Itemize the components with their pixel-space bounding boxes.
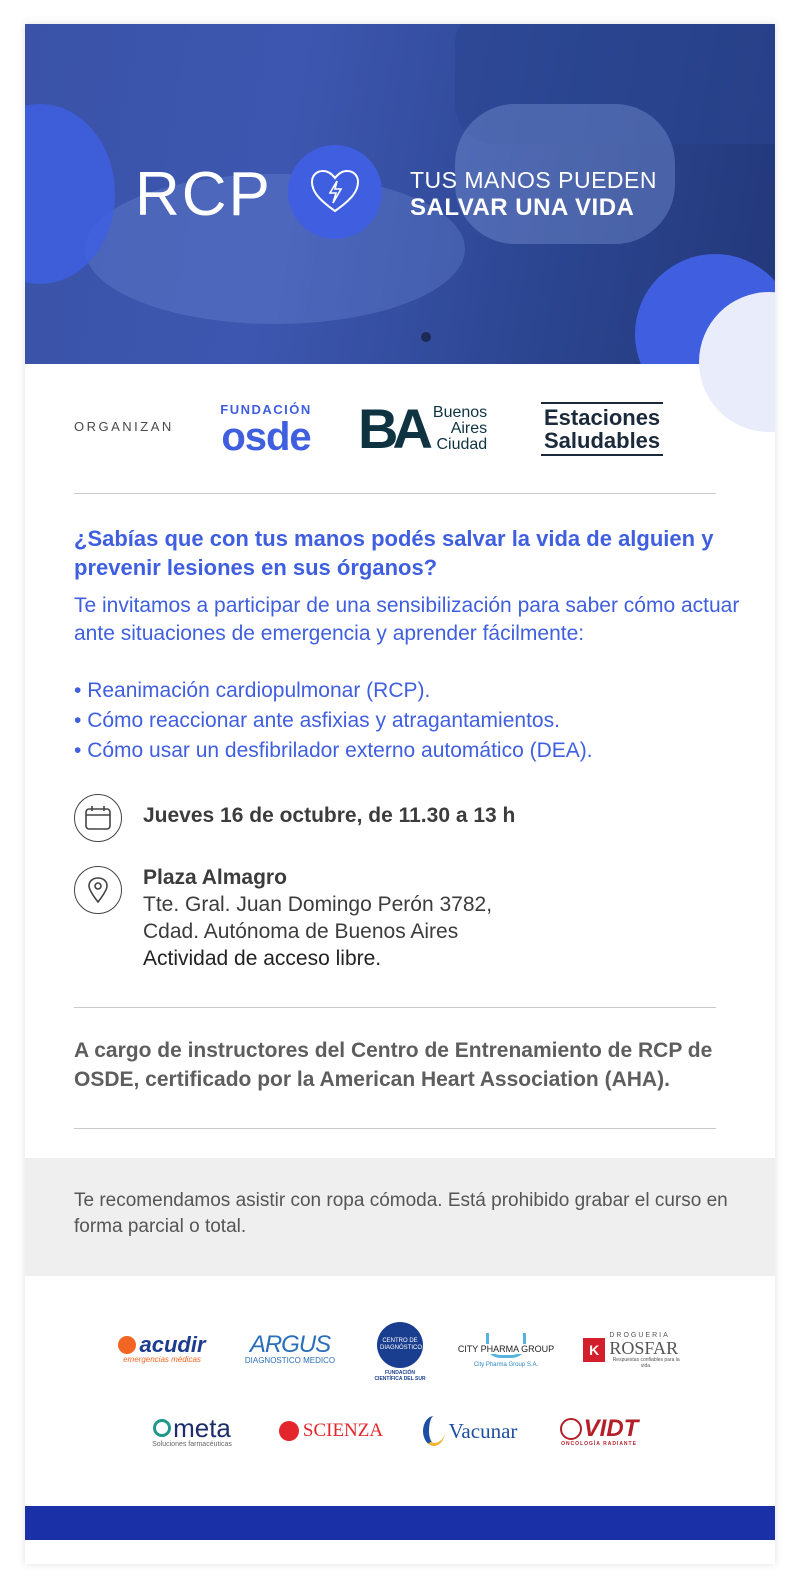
buenos-aires-ciudad-logo: BA Buenos Aires Ciudad [358,397,488,460]
place-name: Plaza Almagro [143,866,287,889]
divider [74,1128,716,1129]
place-address-2: Cdad. Autónoma de Buenos Aires [143,920,459,943]
scienza-logo: SCIENZA [275,1414,387,1448]
vidt-logo: VIDT ONCOLOGÍA RADIANTE [561,1415,639,1447]
place-address-1: Tte. Gral. Juan Domingo Perón 3782, [143,893,493,916]
list-item: • Reanimación cardiopulmonar (RCP). [74,676,744,706]
calendar-icon [74,794,122,842]
footer-bar [25,1506,775,1540]
invitation-card [25,24,775,1564]
fundacion-osde-logo: FUNDACIÓN osde [220,402,312,459]
acudir-logo: acudir emergencias médicas [107,1326,217,1370]
meta-logo: meta Soluciones farmacéuticas [152,1412,232,1448]
tagline-line-2: SALVAR UNA VIDA [410,194,635,221]
access-note: Actividad de acceso libre. [143,947,382,970]
vacunar-logo: Vacunar [413,1412,527,1450]
hero-photo-detail [421,332,431,342]
divider [74,1007,716,1008]
estaciones-saludables-logo: Estaciones Saludables [541,402,663,456]
argus-logo: ARGUS DIAGNOSTICO MEDICO [244,1331,336,1365]
hero-tagline [410,166,657,222]
centro-diagnostico-logo: CENTRO DE DIAGNÓSTICO FUNDACIÓN CIENTÍFICA DEL SUR [365,1316,435,1388]
tagline-line-1: TUS MANOS PUEDEN [410,167,657,193]
event-date: Jueves 16 de octubre, de 11.30 a 13 h [143,804,516,827]
hero-banner [25,24,775,364]
location-pin-icon [74,866,122,914]
hero-title: RCP [135,160,272,229]
list-item: • Cómo usar un desfibrilador externo automático (DEA). [74,736,744,766]
list-item: • Cómo reaccionar ante asfixias y atragantamientos. [74,706,744,736]
event-location [143,864,492,972]
instructors-text: A cargo de instructores del Centro de Entrenamiento de RCP de OSDE, certificado por la American Heart Association (AHA). [74,1039,713,1091]
notice-text: Te recomendamos asistir con ropa cómoda. Está prohibido grabar el curso en forma parcial o total. [74,1190,728,1237]
heart-icon [288,145,382,239]
city-pharma-logo: CITY PHARMA GROUP City Pharma Group S.A. [457,1318,555,1382]
organizers-label: ORGANIZAN [74,419,174,434]
topics-list [74,676,744,766]
divider [74,493,716,494]
question-heading: ¿Sabías que con tus manos podés salvar la vida de alguien y prevenir lesiones en sus órganos? [74,526,714,580]
intro-text: Te invitamos a participar de una sensibilización para saber cómo actuar ante situaciones de emergencia y aprender fácilmente: [74,594,740,645]
rosfar-logo: K DROGUERIA ROSFAR Respuestas confiables para la vida. [583,1326,683,1374]
